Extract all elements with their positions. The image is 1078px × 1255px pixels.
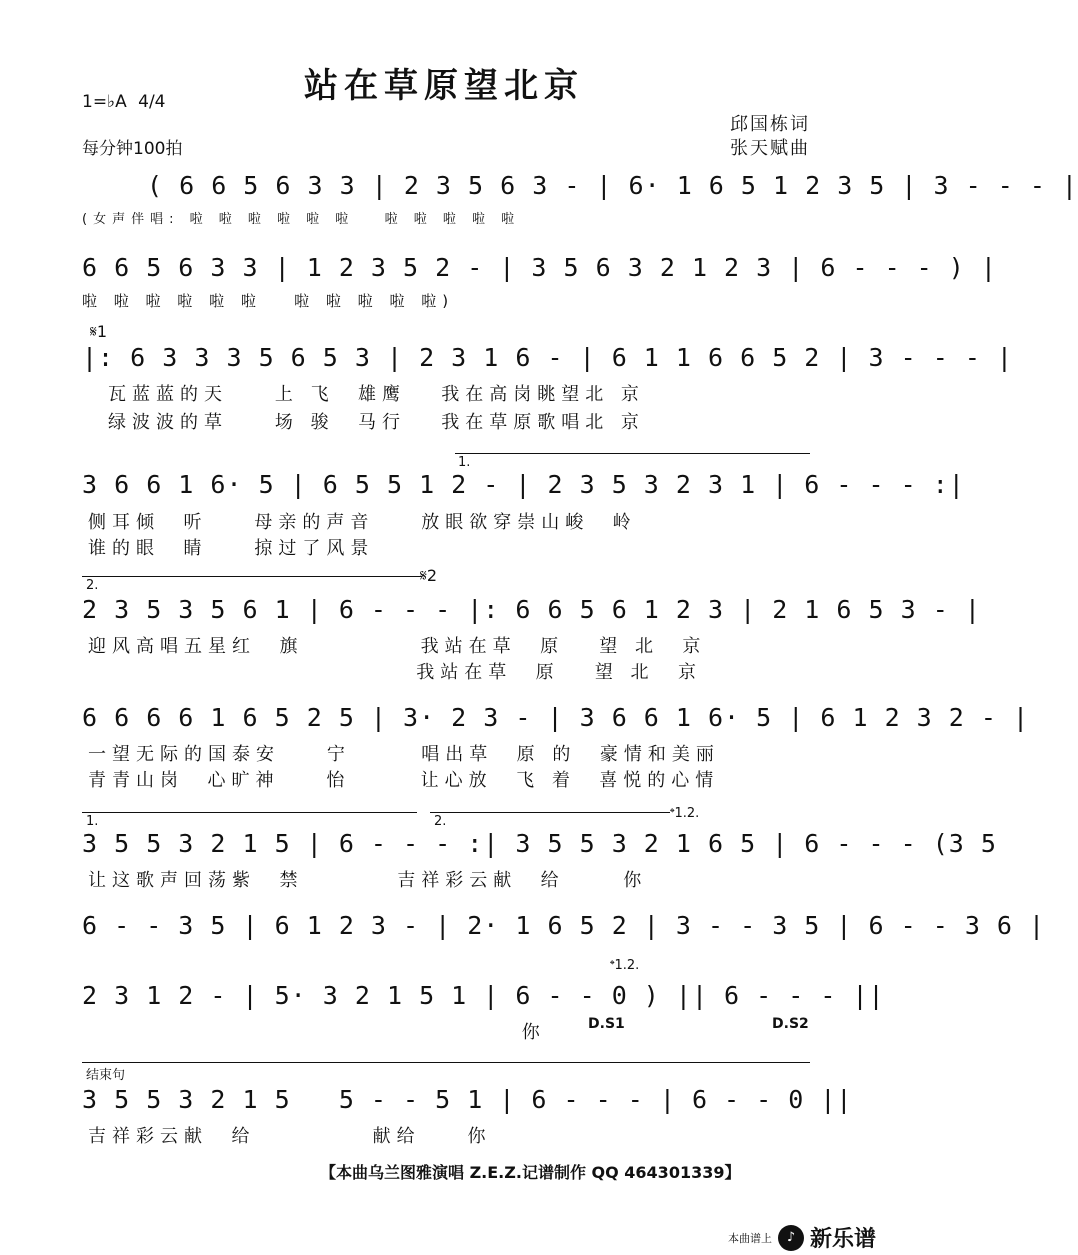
lyrics-row-2: 啦 啦 啦 啦 啦 啦 啦 啦 啦 啦 啦) — [82, 292, 455, 310]
outro-label: 结束句 — [86, 1068, 126, 1083]
ds1-mark: D.S1 — [588, 1016, 625, 1032]
lyrics-row-3a: 瓦蓝蓝的天 上 飞 雄鹰 我在高岗眺望北 京 — [108, 384, 645, 405]
key-signature — [82, 92, 165, 112]
outro-bracket — [82, 1062, 810, 1063]
score-row-7 — [82, 824, 997, 864]
brand-tagline: 本曲谱上 — [727, 1231, 772, 1245]
lyrics-row-6a: 一望无际的国泰安 宁 唱出草 原 的 豪情和美丽 — [88, 744, 720, 765]
lyrics-row-1: (女声伴唱: 啦 啦 啦 啦 啦 啦 啦 啦 啦 啦 啦 — [82, 212, 521, 227]
segno-2: 𝄋2 — [420, 566, 438, 585]
ending-bracket-4 — [430, 812, 670, 813]
coda-mark-1: 𝄌1.2. — [670, 806, 700, 821]
notes-row-1: ( 6 6 5 6 3 3 | 2 3 5 6 3 - | 6· 1 6 5 1 2 3 5 | 3 - - - | — [147, 171, 1078, 200]
lyrics-row-9: 你 — [88, 1022, 546, 1043]
ending-bracket-1 — [455, 453, 810, 454]
brand — [728, 1222, 876, 1253]
brand-logo-icon: ♪ — [778, 1225, 804, 1251]
score-row-9 — [82, 976, 885, 1016]
notes-row-5: 2 3 5 3 5 6 1 | 6 - - - |: 6 6 5 6 1 2 3 | 2 1 6 5 3 - | — [82, 595, 981, 624]
notes-row-10: 3 5 5 3 2 1 5 5 - - 5 1 | 6 - - - | 6 - - 0 || — [82, 1085, 853, 1114]
score-row-8 — [82, 906, 1046, 946]
notes-row-7: 3 5 5 3 2 1 5 | 6 - - - :| 3 5 5 3 2 1 6 5 | 6 - - - (3 5 — [82, 829, 997, 858]
notes-row-8: 6 - - 3 5 | 6 1 2 3 - | 2· 1 6 5 2 | 3 - - 3 5 | 6 - - 3 6 | — [82, 911, 1046, 940]
lyrics-row-6b: 青青山岗 心旷神 怡 让心放 飞 着 喜悦的心情 — [88, 770, 720, 791]
score-row-5 — [82, 590, 981, 630]
score-row-10 — [82, 1080, 853, 1120]
brand-name: 新乐谱 — [809, 1227, 876, 1252]
ending-bracket-2 — [82, 576, 422, 577]
coda-mark-2: 𝄌1.2. — [610, 958, 640, 973]
ending-1b-label: 1. — [86, 814, 99, 829]
notes-row-9: 2 3 1 2 - | 5· 3 2 1 5 1 | 6 - - 0 ) || 6 - - - || — [82, 981, 885, 1010]
time-signature: 4/4 — [138, 92, 166, 112]
composer: 张天赋曲 — [730, 138, 810, 159]
notes-row-4: 3 6 6 1 6· 5 | 6 5 5 1 2 - | 2 3 5 3 2 3 1 | 6 - - - :| — [82, 470, 965, 499]
ending-2b-label: 2. — [434, 814, 447, 829]
score-row-1 — [82, 166, 1078, 206]
footer-credit: 【本曲乌兰图雅演唱 Z.E.Z.记谱制作 QQ 464301339】 — [320, 1163, 741, 1182]
lyrics-row-3b: 绿波波的草 场 骏 马行 我在草原歌唱北 京 — [108, 412, 645, 433]
tempo: 每分钟100拍 — [82, 139, 183, 159]
ds2-mark: D.S2 — [772, 1016, 809, 1032]
ending-2-label: 2. — [86, 578, 99, 593]
lyrics-row-10: 吉祥彩云献 给 献给 你 — [88, 1126, 492, 1147]
lyrics-row-4b: 谁的眼 睛 掠过了风景 — [88, 538, 375, 559]
notes-row-2: 6 6 5 6 3 3 | 1 2 3 5 2 - | 3 5 6 3 2 1 2 3 | 6 - - - ) | — [82, 253, 997, 282]
lyrics-row-5b: 我站在草 原 望 北 京 — [88, 662, 702, 683]
key-text: 1=♭A — [82, 92, 127, 112]
score-row-4 — [82, 465, 965, 505]
ending-bracket-3 — [82, 812, 417, 813]
segno-1: 𝄋1 — [90, 322, 108, 341]
score-row-3 — [82, 338, 1013, 378]
lyricist: 邱国栋词 — [730, 114, 810, 135]
lyrics-row-5a: 迎风高唱五星红 旗 我站在草 原 望 北 京 — [88, 636, 707, 657]
score-row-2 — [82, 248, 997, 288]
score-row-6 — [82, 698, 1030, 738]
page-title: 站在草原望北京 — [304, 66, 584, 106]
lyrics-row-4a: 侧耳倾 听 母亲的声音 放眼欲穿崇山峻 岭 — [88, 512, 637, 533]
notes-row-3: |: 6 3 3 3 5 6 5 3 | 2 3 1 6 - | 6 1 1 6 6 5 2 | 3 - - - | — [82, 343, 1013, 372]
notes-row-6: 6 6 6 6 1 6 5 2 5 | 3· 2 3 - | 3 6 6 1 6· 5 | 6 1 2 3 2 - | — [82, 703, 1030, 732]
ending-1-label: 1. — [458, 455, 471, 470]
lyrics-row-7: 让这歌声回荡紫 禁 吉祥彩云献 给 你 — [88, 870, 648, 891]
